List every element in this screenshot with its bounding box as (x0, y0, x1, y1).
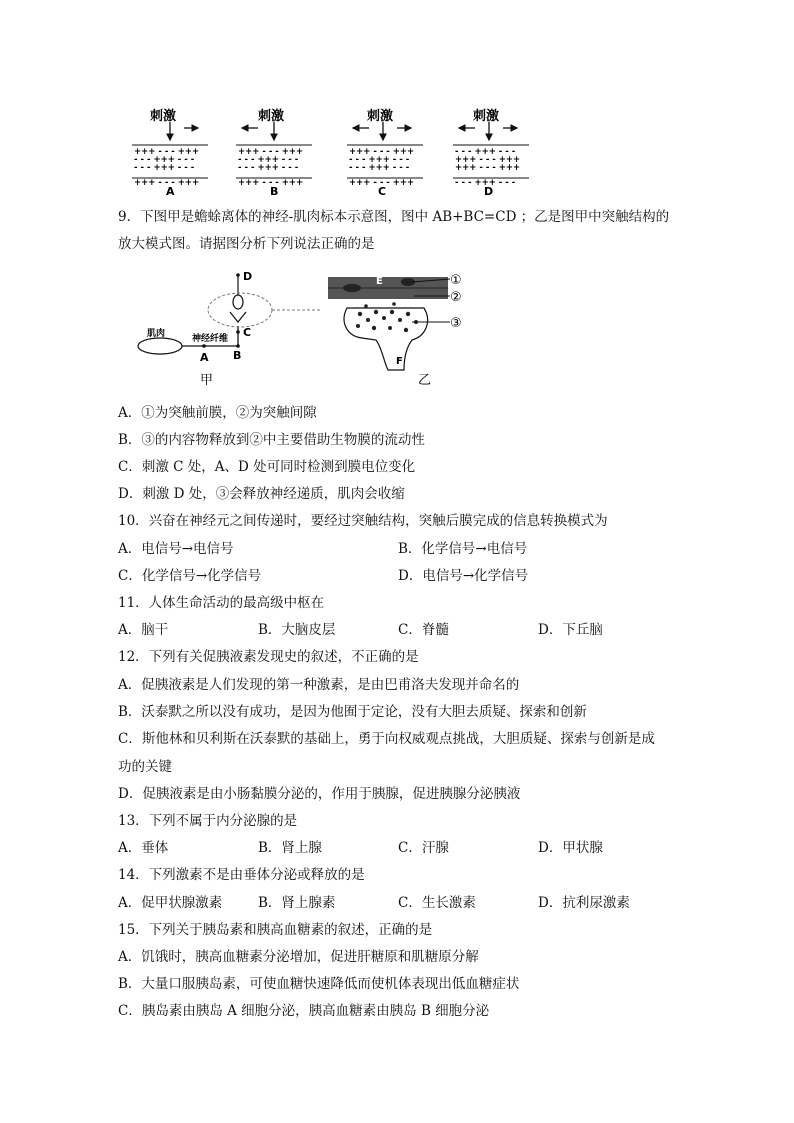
q9-option-c: C．刺激 C 处，A、D 处可同时检测到膜电位变化 (118, 459, 416, 475)
q12-option-d: D．促胰液素是由小肠黏膜分泌的，作用于胰腺，促进胰腺分泌胰液 (118, 786, 521, 802)
q10-option-b: B．化学信号→电信号 (398, 541, 528, 557)
panel-d-row2: +++ - - - +++ (455, 155, 521, 165)
q9-stem-line1: 9．下图甲是蟾蜍离体的神经-肌肉标本示意图，图中 AB+BC=CD ；乙是图甲中突触结构的 (118, 209, 670, 225)
panel-b-row3: - - - +++ - - - (238, 163, 299, 173)
num-1: ① (450, 273, 462, 288)
num-3: ③ (450, 316, 462, 331)
q13-option-d: D．甲状腺 (538, 840, 603, 856)
panel-a-letter: A (166, 185, 175, 198)
q10-option-a: A．电信号→电信号 (118, 541, 234, 557)
point-c-dot (236, 330, 240, 334)
panel-a-row3: - - - +++ - - - (134, 163, 195, 173)
panel-c-row4: +++ - - - +++ (349, 178, 415, 188)
label-jia: 甲 (200, 373, 214, 388)
panel-c-row3: - - - +++ - - - (349, 163, 410, 173)
point-e: E (376, 276, 383, 287)
stimulus-label: 刺激 (367, 109, 394, 124)
q11-option-d: D．下丘脑 (538, 622, 603, 638)
q15-option-b: B．大量口服胰岛素，可使血糖快速降低而使机体表现出低血糖症状 (118, 976, 520, 992)
panel-d-row4: - - - +++ - - - (455, 178, 516, 188)
panel-a-row1: +++ - - - +++ (134, 147, 200, 157)
q11-option-b: B．大脑皮层 (258, 622, 336, 638)
fiber-label: 神经纤维 (192, 334, 229, 344)
q14-option-c: C．生长激素 (398, 895, 476, 911)
panel-d-row3: +++ - - - +++ (455, 163, 521, 173)
stimulus-panels-figure (125, 102, 535, 198)
q13-stem: 13．下列不属于内分泌腺的是 (118, 813, 298, 829)
point-d: D (243, 270, 253, 283)
stimulus-label: 刺激 (473, 109, 500, 124)
point-b-dot (236, 344, 240, 348)
q9-option-a: A．①为突触前膜，②为突触间隙 (118, 405, 317, 421)
q9-option-d: D．刺激 D 处，③会释放神经递质，肌肉会收缩 (118, 486, 405, 502)
label-yi: 乙 (418, 373, 432, 388)
panel-d (453, 108, 529, 198)
figure-jia (138, 270, 320, 388)
q15-stem: 15．下列关于胰岛素和胰高血糖素的叙述，正确的是 (118, 922, 433, 938)
q11-stem: 11．人体生命活动的最高级中枢在 (118, 595, 325, 611)
figure-yi (328, 273, 462, 388)
zoom-ellipse (208, 293, 272, 327)
muscle-label: 肌肉 (147, 329, 166, 339)
panel-c-letter: C (378, 185, 387, 198)
q12-option-b: B．沃泰默之所以没有成功，是因为他囿于定论，没有大胆去质疑、探索和创新 (118, 704, 587, 720)
panel-a (132, 108, 208, 198)
q12-option-c-line2: 功的关键 (118, 759, 172, 775)
panel-b-row2: - - - +++ - - - (238, 155, 299, 165)
q10-option-d: D．电信号→化学信号 (398, 568, 529, 584)
point-c: C (243, 326, 252, 339)
q11-option-a: A．脑干 (118, 622, 169, 638)
q9-option-b: B．③的内容物释放到②中主要借助生物膜的流动性 (118, 432, 425, 448)
q13-option-a: A．垂体 (118, 840, 169, 856)
panel-a-row2: - - - +++ - - - (134, 155, 195, 165)
q11-option-c: C．脊髓 (398, 622, 449, 638)
panel-c-row2: - - - +++ - - - (349, 155, 410, 165)
panel-d-row1: - - - +++ - - - (455, 147, 516, 157)
q14-stem: 14．下列激素不是由垂体分泌或释放的是 (118, 867, 365, 883)
q15-option-a: A．饥饿时，胰高血糖素分泌增加，促进肝糖原和肌糖原分解 (118, 949, 479, 965)
num-2: ② (450, 290, 462, 305)
q14-option-d: D．抗利尿激素 (538, 895, 630, 911)
q10-option-c: C．化学信号→化学信号 (118, 568, 262, 584)
nerve-muscle-figure (132, 266, 482, 390)
q15-option-c: C．胰岛素由胰岛 A 细胞分泌，胰高血糖素由胰岛 B 细胞分泌 (118, 1003, 490, 1019)
panel-b (236, 108, 312, 198)
q13-option-b: B．肾上腺 (258, 840, 322, 856)
stimulus-label: 刺激 (258, 109, 285, 124)
panel-a-row4: +++ - - - +++ (134, 178, 200, 188)
panel-b-row4: +++ - - - +++ (238, 178, 304, 188)
q10-stem: 10．兴奋在神经元之间传递时，要经过突触结构，突触后膜完成的信息转换模式为 (118, 513, 608, 529)
q14-option-b: B．肾上腺素 (258, 895, 336, 911)
q12-option-c-line1: C．斯他林和贝利斯在沃泰默的基础上，勇于向权威观点挑战，大胆质疑、探索与创新是成 (118, 731, 655, 747)
q13-option-c: C．汗腺 (398, 840, 449, 856)
point-b: B (233, 349, 242, 362)
q12-option-a: A．促胰液素是人们发现的第一种激素，是由巴甫洛夫发现并命名的 (118, 677, 520, 693)
point-d-dot (236, 273, 240, 277)
point-a: A (200, 351, 209, 364)
panel-b-letter: B (270, 185, 279, 198)
panel-c-row1: +++ - - - +++ (349, 147, 415, 157)
panel-c (347, 108, 423, 198)
q14-option-a: A．促甲状腺激素 (118, 895, 223, 911)
panel-b-row1: +++ - - - +++ (238, 147, 304, 157)
point-f: F (396, 356, 403, 367)
muscle-shape (138, 338, 182, 354)
point-a-dot (202, 344, 206, 348)
panel-d-letter: D (484, 185, 494, 198)
stimulus-label: 刺激 (150, 109, 177, 124)
q9-stem-line2: 放大模式图。请据图分析下列说法正确的是 (118, 236, 375, 252)
q12-stem: 12．下列有关促胰液素发现史的叙述，不正确的是 (118, 649, 419, 665)
